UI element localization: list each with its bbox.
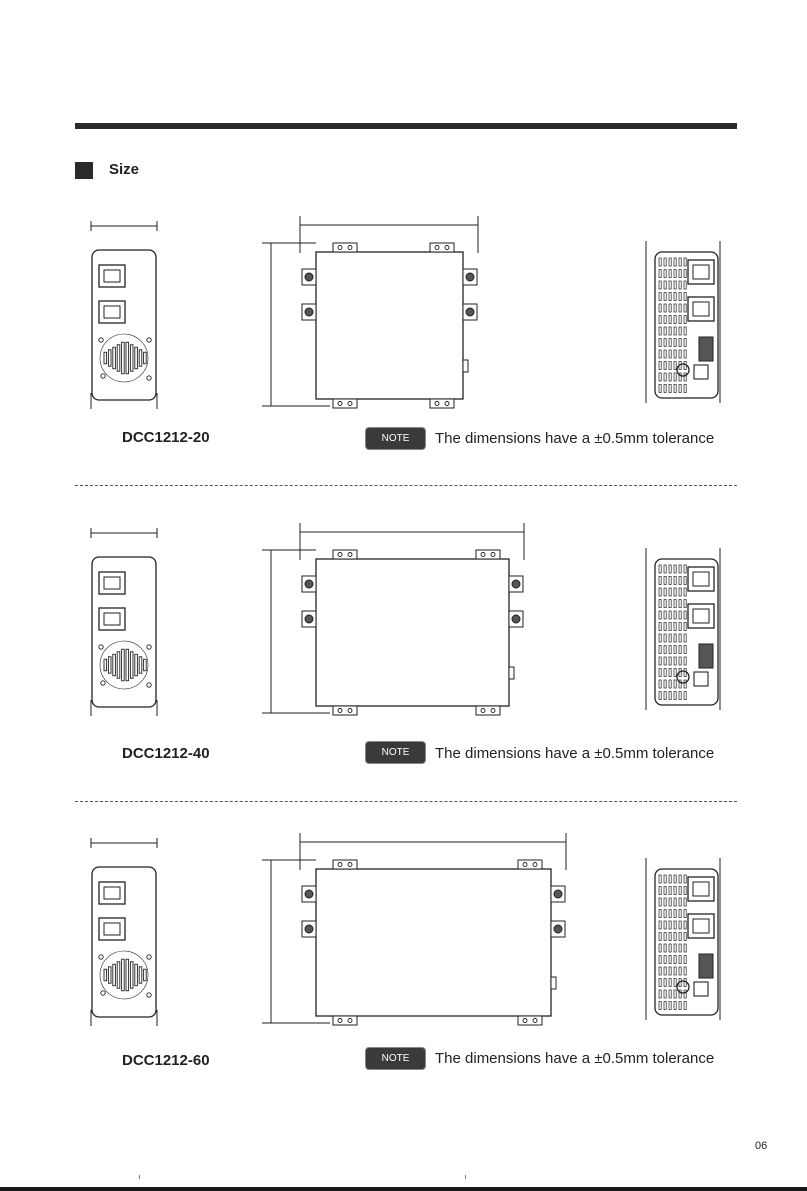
top-view bbox=[262, 833, 566, 1025]
bottom-bar bbox=[0, 1187, 807, 1191]
mount-tab bbox=[518, 860, 542, 869]
page-number: 06 bbox=[755, 1140, 768, 1152]
dashed-separator bbox=[75, 485, 737, 486]
side-view-left bbox=[91, 221, 157, 409]
mount-tab bbox=[430, 399, 454, 408]
side-connector bbox=[509, 667, 514, 679]
note-text: The dimensions have a ±0.5mm tolerance bbox=[435, 745, 715, 762]
mount-tab bbox=[518, 1016, 542, 1025]
mount-tab bbox=[333, 1016, 357, 1025]
section-title: Size bbox=[109, 161, 140, 178]
model-name: DCC1212-60 bbox=[122, 1052, 210, 1069]
mount-tab bbox=[333, 243, 357, 252]
dimension-drawing-2 bbox=[0, 520, 807, 720]
control-connector bbox=[699, 954, 713, 978]
model-block-2 bbox=[0, 520, 807, 800]
model-block-1 bbox=[0, 213, 807, 493]
dashed-separator bbox=[75, 801, 737, 802]
side-view-right bbox=[646, 241, 720, 403]
note-badge: NOTE bbox=[366, 742, 425, 763]
enclosure bbox=[316, 252, 463, 399]
crop-mark bbox=[139, 1175, 140, 1179]
top-view bbox=[262, 523, 524, 715]
dimension-drawing-1 bbox=[0, 213, 807, 413]
crop-mark bbox=[465, 1175, 466, 1179]
side-view-right bbox=[646, 858, 720, 1020]
model-name: DCC1212-20 bbox=[122, 429, 210, 446]
note-badge: NOTE bbox=[366, 428, 425, 449]
model-block-3 bbox=[0, 830, 807, 1110]
side-view-left bbox=[91, 528, 157, 716]
dimension-drawing-3 bbox=[0, 830, 807, 1030]
mount-tab bbox=[333, 860, 357, 869]
mount-tab bbox=[476, 550, 500, 559]
mount-tab bbox=[476, 706, 500, 715]
enclosure bbox=[316, 869, 551, 1016]
side-connector bbox=[551, 977, 556, 989]
mount-tab bbox=[430, 243, 454, 252]
side-connector bbox=[463, 360, 468, 372]
enclosure bbox=[316, 559, 509, 706]
note-text: The dimensions have a ±0.5mm tolerance bbox=[435, 1050, 715, 1067]
model-name: DCC1212-40 bbox=[122, 745, 210, 762]
section-marker bbox=[75, 162, 93, 179]
control-connector bbox=[699, 337, 713, 361]
note-text: The dimensions have a ±0.5mm tolerance bbox=[435, 430, 715, 447]
side-view-left bbox=[91, 838, 157, 1026]
header-rule bbox=[75, 123, 737, 129]
side-view-right bbox=[646, 548, 720, 710]
control-connector bbox=[699, 644, 713, 668]
note-badge: NOTE bbox=[366, 1048, 425, 1069]
mount-tab bbox=[333, 399, 357, 408]
top-view bbox=[262, 216, 478, 408]
mount-tab bbox=[333, 550, 357, 559]
mount-tab bbox=[333, 706, 357, 715]
